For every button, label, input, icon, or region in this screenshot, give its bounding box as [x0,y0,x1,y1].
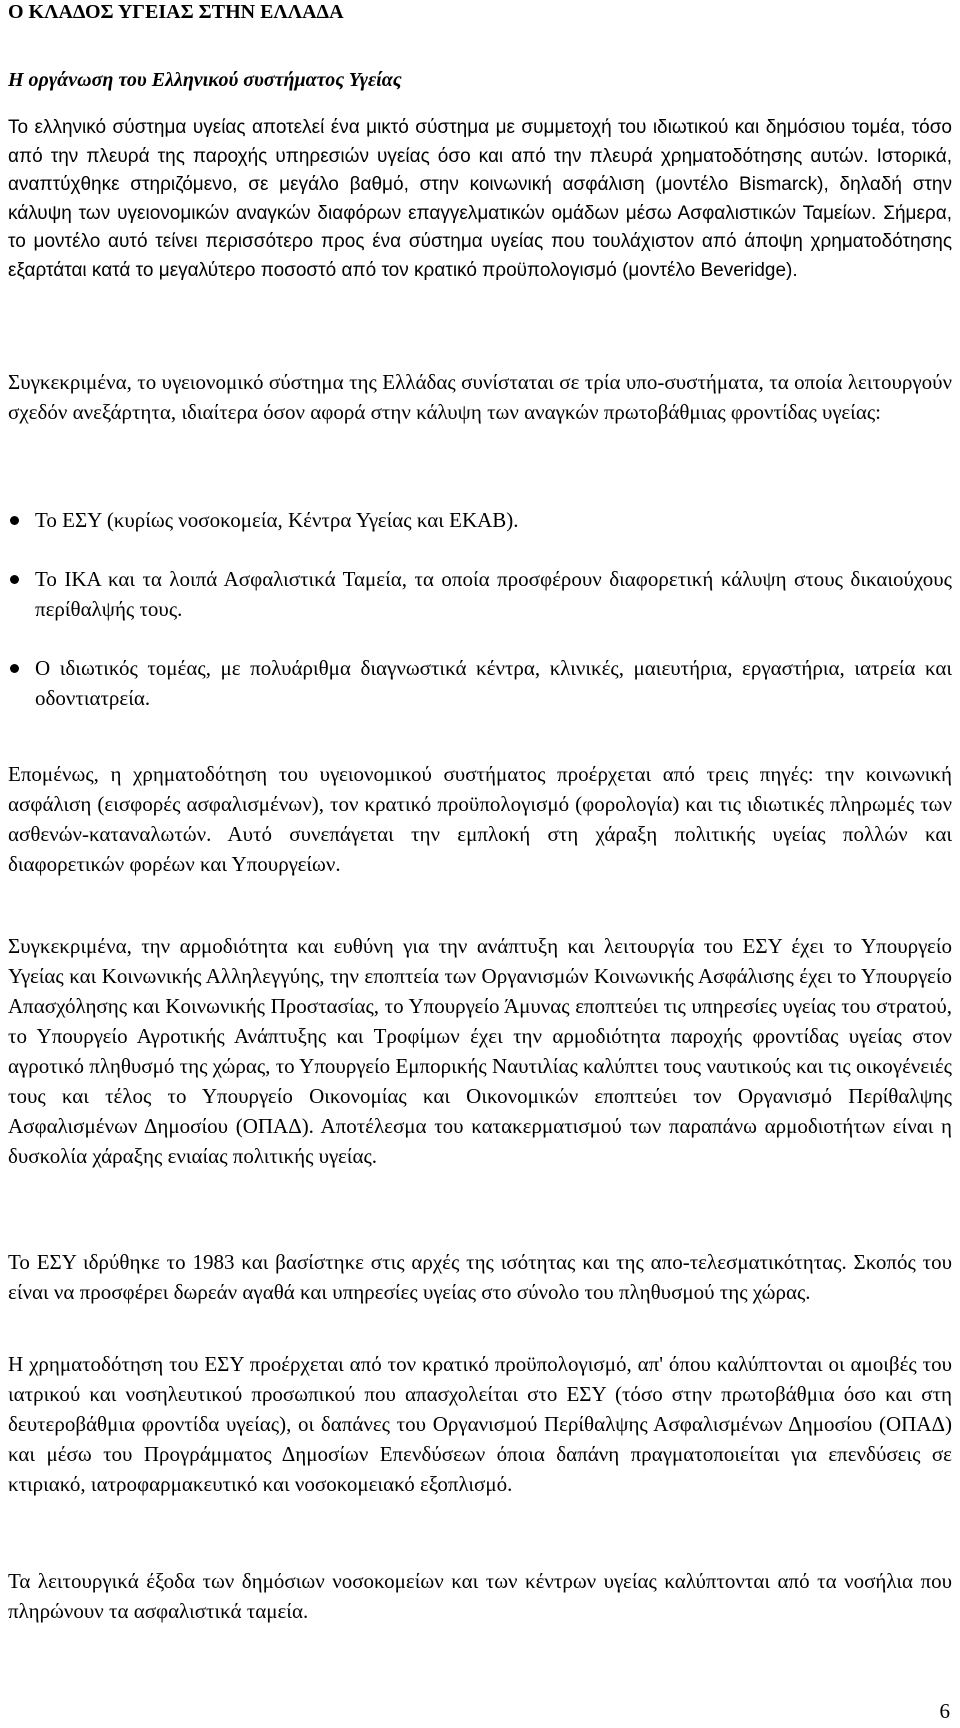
section-subtitle: Η οργάνωση του Ελληνικού συστήματος Υγείας [8,69,402,91]
list-item [8,564,952,624]
list-item-text: Το ΙΚΑ και τα λοιπά Ασφαλιστικά Ταμεία, τα οποία προσφέρουν διαφορετική κάλυψη στους δικαιούχους περίθαλψής τους. [35,567,952,621]
list-item-text: Ο ιδιωτικός τομέας, με πολυάριθμα διαγνωστικά κέντρα, κλινικές, μαιευτήρια, εργαστήρια, ιατρεία και οδοντιατρεία. [35,656,952,710]
paragraph-hospital-costs: Τα λειτουργικά έξοδα των δημόσιων νοσοκομείων και των κέντρων υγείας καλύπτονται από τα νοσήλια που πληρώνουν τα ασφαλιστικά ταμεία. [8,1569,952,1623]
list-item [8,653,952,713]
bullet-icon [10,575,19,584]
list-item-text: Το ΕΣΥ (κυρίως νοσοκομεία, Κέντρα Υγείας και ΕΚΑΒ). [35,508,519,532]
paragraph-esy-founding: Το ΕΣΥ ιδρύθηκε το 1983 και βασίστηκε στις αρχές της ισότητας και της απο-τελεσματικότητας. Σκοπός του είναι να προσφέρει δωρεάν αγαθά και υπηρεσίες υγείας στο σύνολο του πληθυσμού της χώρας. [8,1250,952,1304]
bullet-icon [10,664,19,673]
bullet-icon [10,516,19,525]
paragraph-intro: Το ελληνικό σύστημα υγείας αποτελεί ένα μικτό σύστημα με συμμετοχή του ιδιωτικού και δημόσιου τομέα, τόσο από την πλευρά της παροχής υπηρεσιών υγείας όσο και από την πλευρά χρηματοδότησης αυτών. Ιστορικά, αναπτύχθηκε στηριζόμενο, σε μεγάλο βαθμό, στην κοινωνική ασφάλιση (μοντέλο Bismarck), δηλαδή στην κάλυψη των υγειονομικών αναγκών διαφόρων επαγγελματικών ομάδων μέσω Ασφαλιστικών Ταμείων. Σήμερα, το μοντέλο αυτό τείνει περισσότερο προς ένα σύστημα υγείας που τουλάχιστον από άποψη χρηματοδότησης εξαρτάται κατά το μεγαλύτερο ποσοστό από τον κρατικό προϋπολογισμό (μοντέλο Beveridge). [8,117,952,281]
document-title: Ο ΚΛΑΔΟΣ ΥΓΕΙΑΣ ΣΤΗΝ ΕΛΛΑΔΑ [8,1,344,23]
paragraph-funding-sources: Επομένως, η χρηματοδότηση του υγειονομικού συστήματος προέρχεται από τρεις πηγές: την κοινωνική ασφάλιση (εισφορές ασφαλισμένων), τον κρατικό προϋπολογισμό (φορολογία) και τις ιδιωτικές πληρωμές των ασθενών-καταναλωτών. Αυτό συνεπάγεται την εμπλοκή στη χάραξη πολιτικής υγείας πολλών και διαφορετικών φορέων και Υπουργείων. [8,762,952,876]
paragraph-subsystems: Συγκεκριμένα, το υγειονομικό σύστημα της Ελλάδας συνίσταται σε τρία υπο-συστήματα, τα οποία λειτουργούν σχεδόν ανεξάρτητα, ιδιαίτερα όσον αφορά στην κάλυψη των αναγκών πρωτοβάθμιας φροντίδας υγείας: [8,370,952,424]
paragraph-responsibilities: Συγκεκριμένα, την αρμοδιότητα και ευθύνη για την ανάπτυξη και λειτουργία του ΕΣΥ έχει το Υπουργείο Υγείας και Κοινωνικής Αλληλεγγύης, την εποπτεία των Οργανισμών Κοινωνικής Ασφάλισης έχει το Υπουργείο Απασχόλησης και Κοινωνικής Προστασίας, το Υπουργείο Άμυνας εποπτεύει τις υπηρεσίες υγείας του στρατού, το Υπουργείο Αγροτικής Ανάπτυξης και Τροφίμων έχει την αρμοδιότητα παροχής φροντίδας υγείας στον αγροτικό πληθυσμό της χώρας, το Υπουργείο Εμπορικής Ναυτιλίας καλύπτει τους ναυτικούς και τις οικογένειές τους και τέλος το Υπουργείο Οικονομίας και Οικονομικών εποπτεύει τον Οργανισμό Περίθαλψης Ασφαλισμένων Δημοσίου (ΟΠΑΔ). Αποτέλεσμα του κατακερματισμού των παραπάνω αρμοδιοτήτων είναι η δυσκολία χάραξης ενιαίας πολιτικής υγείας. [8,934,952,1168]
page-number: 6 [939,1699,950,1723]
list-item [8,505,952,535]
paragraph-esy-funding: Η χρηματοδότηση του ΕΣΥ προέρχεται από τον κρατικό προϋπολογισμό, απ' όπου καλύπτονται οι αμοιβές του ιατρικού και νοσηλευτικού προσωπικού που απασχολείται στο ΕΣΥ (τόσο στην πρωτοβάθμια όσο και στη δευτεροβάθμια φροντίδα υγείας), οι δαπάνες του Οργανισμού Περίθαλψης Ασφαλισμένων Δημοσίου (ΟΠΑΔ) και μέσω του Προγράμματος Δημοσίων Επενδύσεων όποια δαπάνη πραγματοποιείται για επενδύσεις σε κτιριακό, ιατροφαρμακευτικό και νοσοκομειακό εξοπλισμό. [8,1352,952,1496]
